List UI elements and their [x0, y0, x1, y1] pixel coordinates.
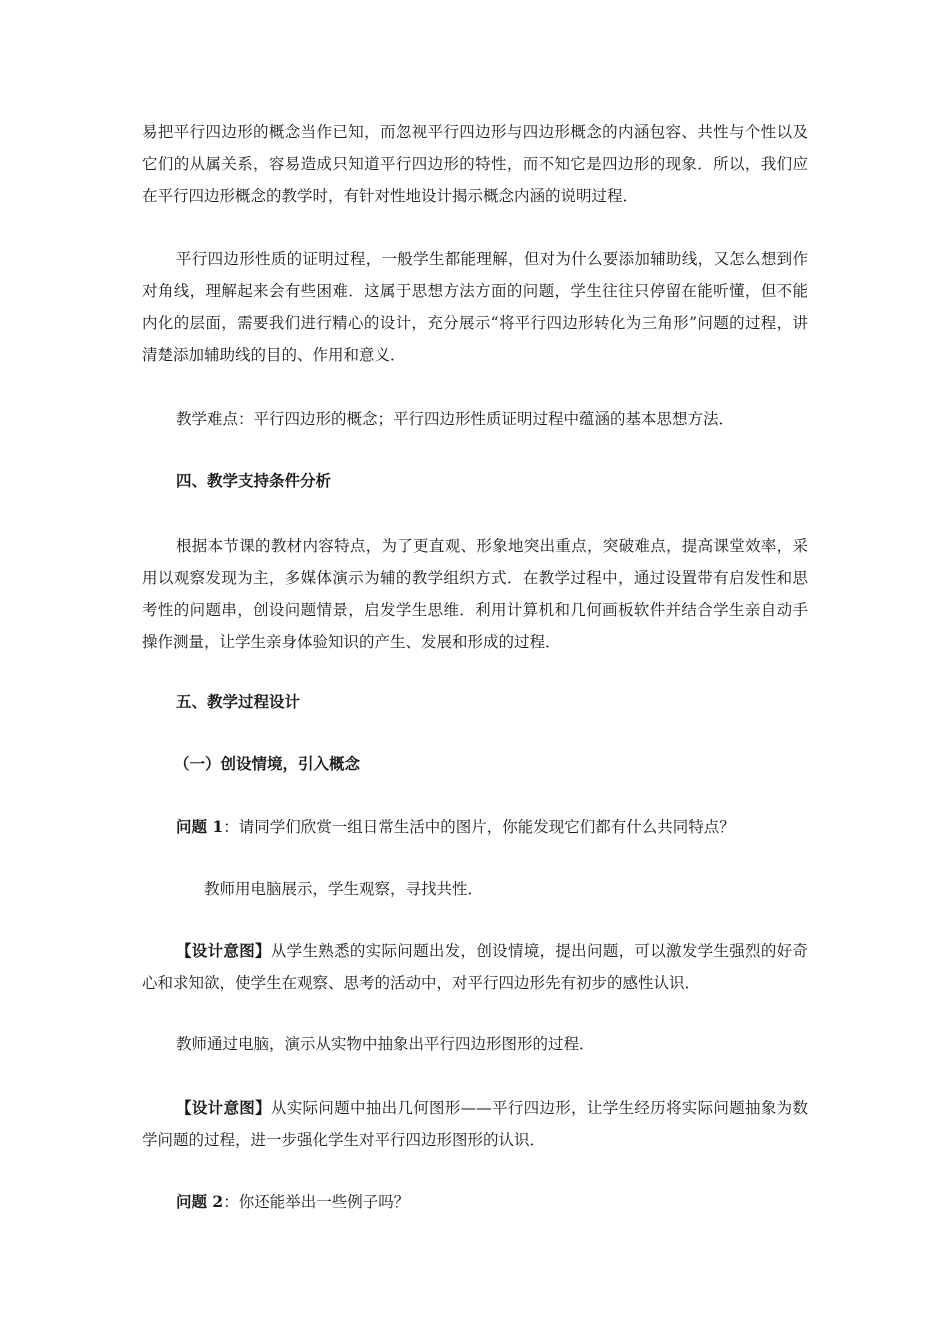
section-heading-5: 五、教学过程设计	[176, 692, 301, 711]
section-heading-4: 四、教学支持条件分析	[176, 471, 332, 490]
paragraph-concept-difficulty: 易把平行四边形的概念当作已知，而忽视平行四边形与四边形概念的内涵包容、共性与个性以及它们的从属关系，容易造成只知道平行四边形的特性，而不知它是四边形的现象．所以，我们应在平行四边形概念的教学时，有针对性地设计揭示概念内涵的说明过程．	[142, 123, 808, 205]
question-1	[176, 811, 735, 843]
design-intent-1-text: 从学生熟悉的实际问题出发，创设情境，提出问题，可以激发学生强烈的好奇心和求知欲，使学生在观察、思考的活动中，对平行四边形先有初步的感性认识．	[142, 942, 808, 992]
paragraph-teacher-demo: 教师通过电脑，演示从实物中抽象出平行四边形图形的过程．	[176, 1035, 595, 1053]
question-2-label: 问题 2	[176, 1192, 224, 1211]
design-intent-2-text: 从实际问题中抽出几何图形——平行四边形，让学生经历将实际问题抽象为数学问题的过程，进一步强化学生对平行四边形图形的认识．	[142, 1099, 808, 1149]
question-2	[176, 1186, 409, 1218]
question-2-text: ：你还能举出一些例子吗？	[223, 1193, 410, 1211]
paragraph-teaching-difficulty: 教学难点：平行四边形的概念；平行四边形性质证明过程中蕴涵的基本思想方法．	[176, 410, 735, 428]
paragraph-proof-difficulty: 平行四边形性质的证明过程，一般学生都能理解，但对为什么要添加辅助线，又怎么想到作对角线，理解起来会有些困难．这属于思想方法方面的问题，学生往往只停留在能听懂，但不能内化的层面，需要我们进行精心的设计，充分展示“将平行四边形转化为三角形”问题的过程，讲清楚添加辅助线的目的、作用和意义．	[142, 250, 808, 364]
design-intent-2-label: 【设计意图】	[176, 1098, 271, 1117]
subsection-heading-1: （一）创设情境，引入概念	[174, 754, 361, 773]
design-intent-1	[142, 935, 808, 999]
design-intent-1-label: 【设计意图】	[176, 941, 271, 960]
paragraph-teacher-display: 教师用电脑展示，学生观察，寻找共性．	[204, 880, 484, 898]
paragraph-support-conditions: 根据本节课的教材内容特点，为了更直观、形象地突出重点，突破难点，提高课堂效率，采用以观察发现为主，多媒体演示为辅的教学组织方式．在教学过程中，通过设置带有启发性和思考性的问题串，创设问题情景，启发学生思维．利用计算机和几何画板软件并结合学生亲自动手操作测量，让学生亲身体验知识的产生、发展和形成的过程．	[142, 537, 808, 651]
design-intent-2	[142, 1092, 808, 1156]
question-1-text: ：请同学们欣赏一组日常生活中的图片，你能发现它们都有什么共同特点？	[223, 818, 735, 836]
question-1-label: 问题 1	[176, 817, 224, 836]
